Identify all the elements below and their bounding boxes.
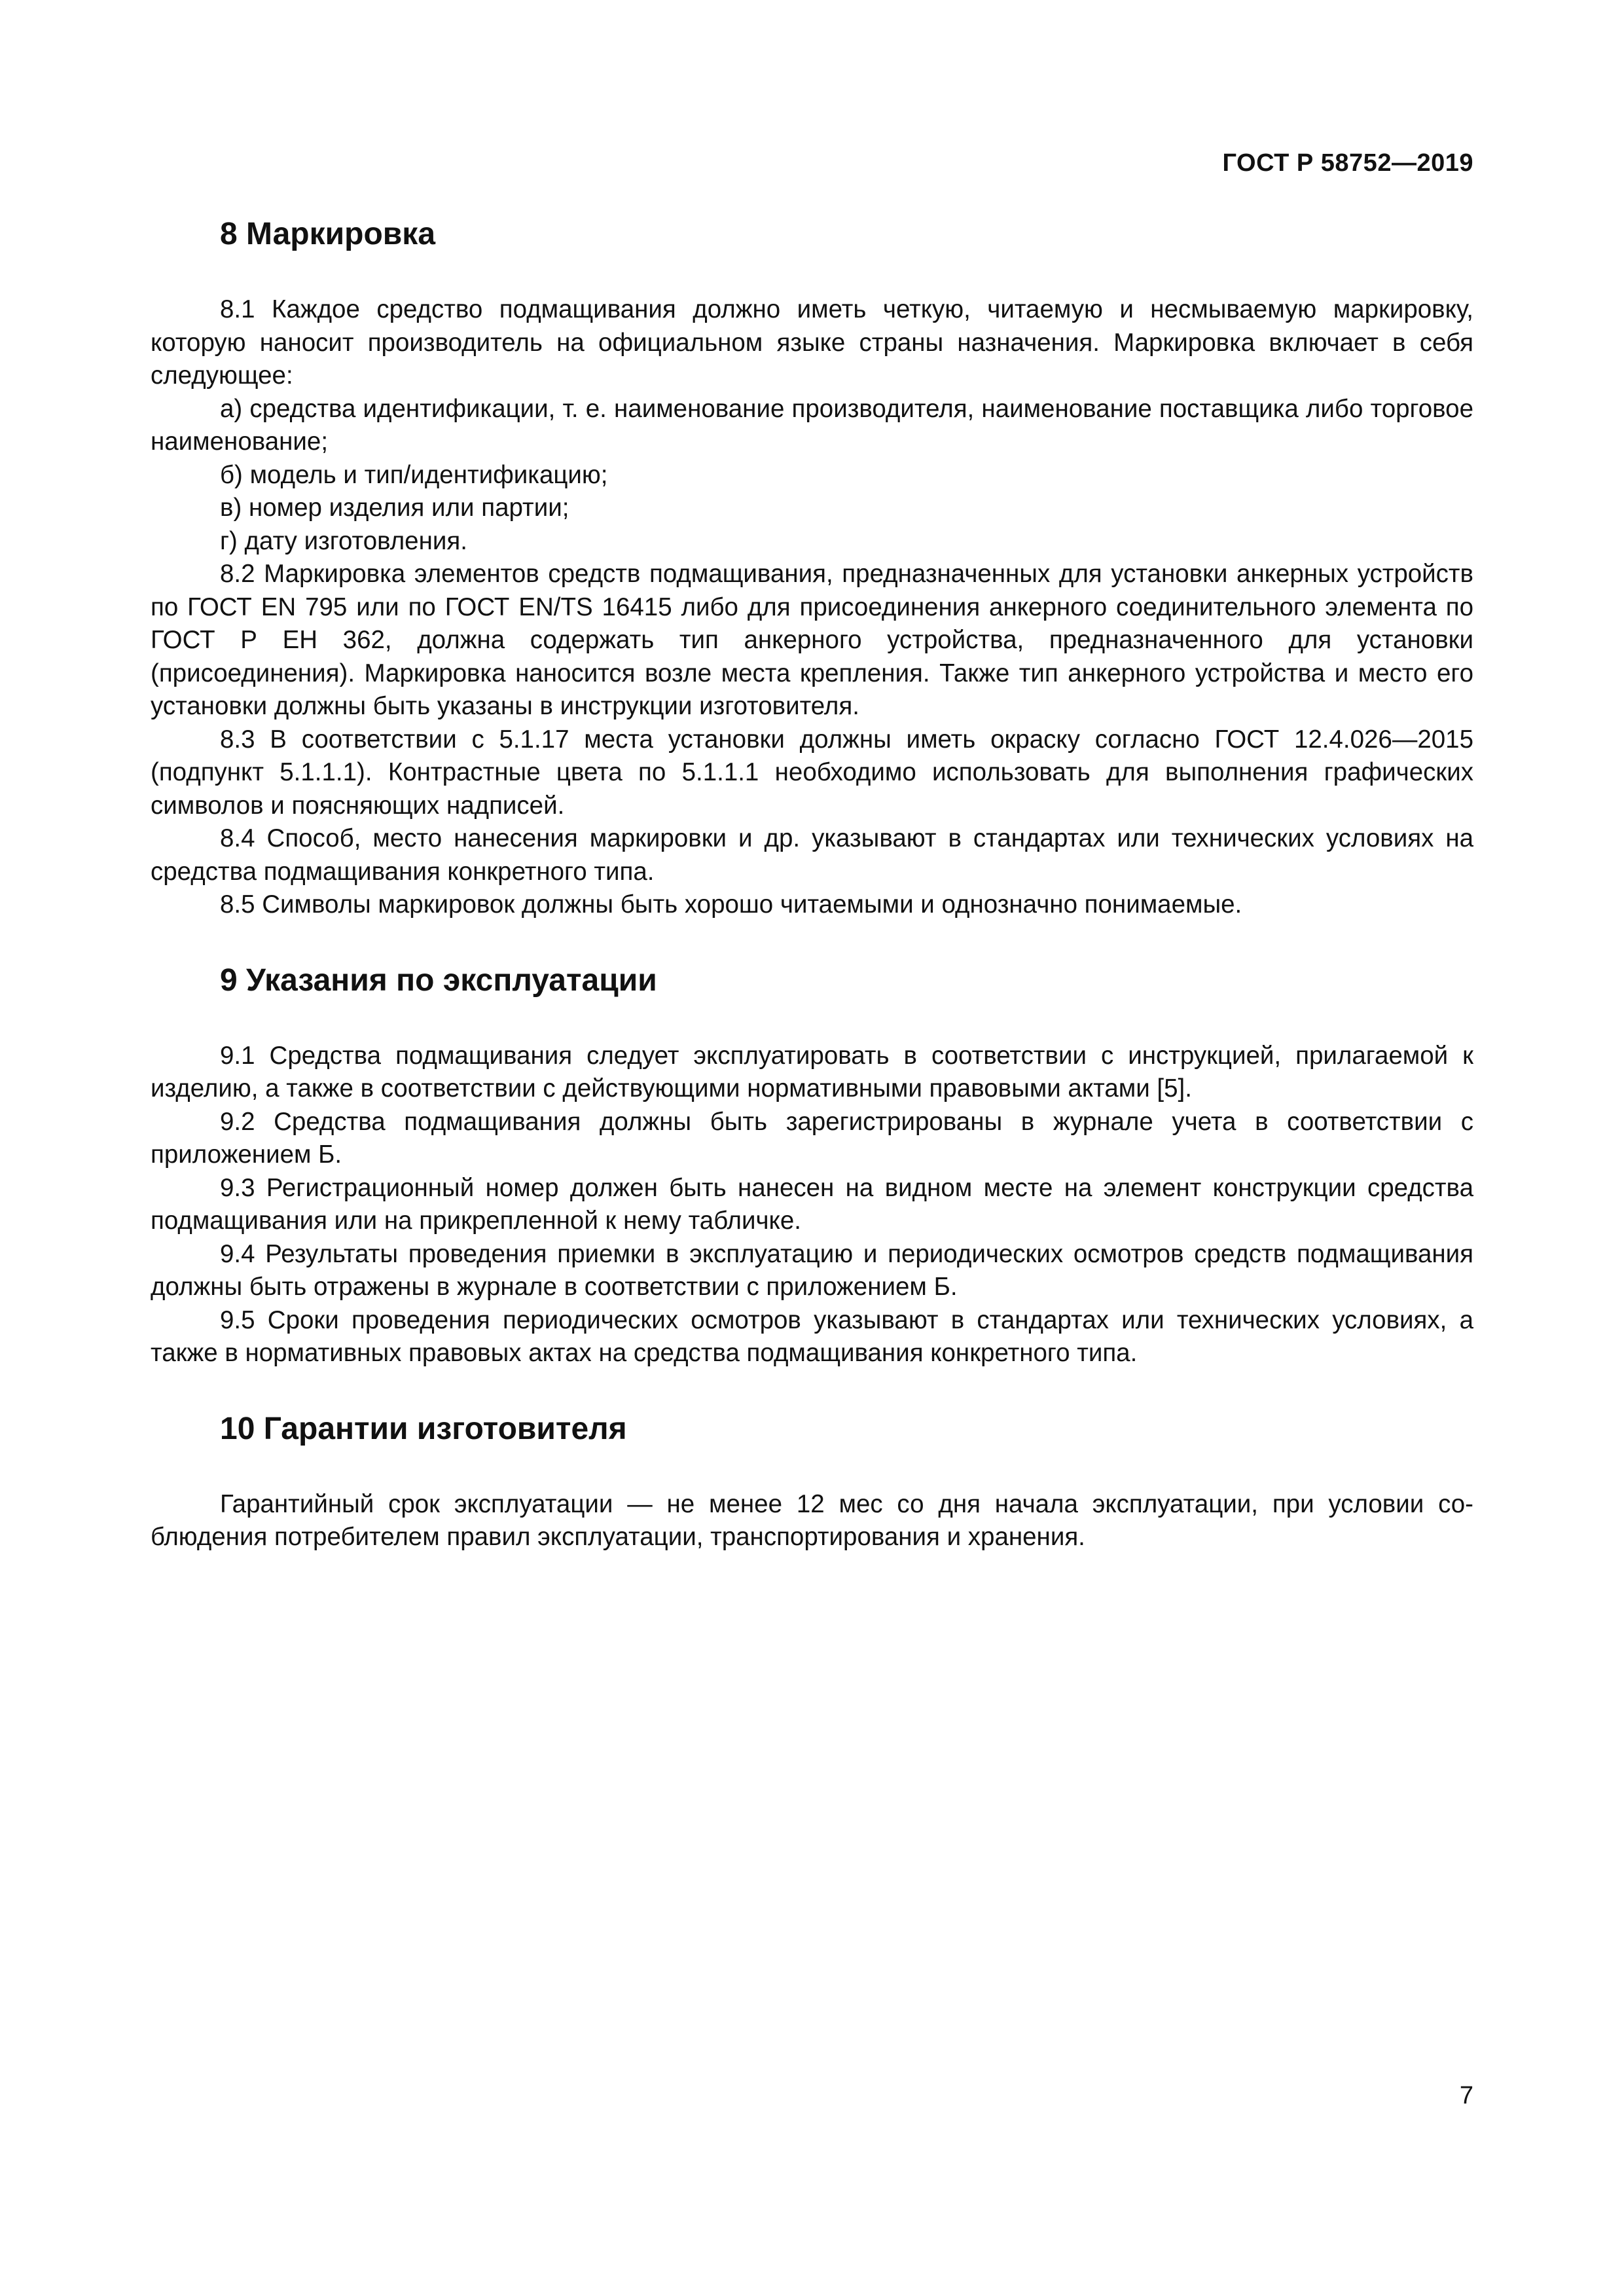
paragraph: 8.3 В соответствии с 5.1.17 места установки должны иметь окраску согласно ГОСТ 12.4.026—2015 (подпункт 5.1.1.1). Контрастные цвета по 5.1.1.1 необходимо использовать для выполнения графических символов и поясняющих надписей.: [151, 725, 1473, 820]
paragraph: 9.1 Средства подмащивания следует эксплуатировать в соответствии с инструкцией, прилагаемой к изделию, а также в соответствии с действующими нормативными правовыми актами [5].: [151, 1041, 1473, 1102]
paragraph: 9.4 Результаты проведения приемки в эксплуатацию и периодических осмотров средств подмащивания должны быть отражены в журнале в соответствии с приложением Б.: [151, 1239, 1473, 1301]
paragraph: 9.3 Регистрационный номер должен быть нанесен на видном месте на элемент конструкции средства подмащивания или на прикрепленной к нему табличке.: [151, 1173, 1473, 1235]
section-warranty: [151, 1411, 1473, 1554]
paragraph: 8.4 Способ, место нанесения маркировки и др. указывают в стандартах или технических условиях на средства подмащивания конкретного типа.: [151, 824, 1473, 886]
page-number: 7: [1459, 2082, 1473, 2109]
paragraph: 8.1 Каждое средство подмащивания должно иметь четкую, читаемую и несмываемую маркировку, которую наносит производитель на официальном языке страны назначения. Маркировка включает в себя следующее:: [151, 295, 1473, 390]
paragraph: 9.5 Сроки проведения периодических осмотров указывают в стандартах или технических условиях, а также в нормативных правовых актах на средства подмащивания конкретного типа.: [151, 1305, 1473, 1367]
section-operation: [151, 962, 1473, 1370]
list-item: г) дату изготовления.: [220, 526, 467, 555]
section-marking: [151, 216, 1473, 922]
list-item: б) модель и тип/идентификацию;: [220, 460, 608, 489]
section-title: 8 Маркировка: [220, 217, 436, 251]
paragraph: 8.5 Символы маркировок должны быть хорошо читаемыми и однозначно понимаемые.: [220, 890, 1242, 919]
paragraph: 9.2 Средства подмащивания должны быть зарегистрированы в журнале учета в соответствии с приложением Б.: [151, 1107, 1473, 1169]
document-code: ГОСТ Р 58752—2019: [1222, 149, 1473, 177]
list-item: а) средства идентификации, т. е. наименование производителя, наименование поставщика либо торговое наименование;: [151, 394, 1473, 456]
document-body: [151, 216, 1473, 1554]
section-title: 10 Гарантии изготовителя: [220, 1411, 627, 1446]
section-title: 9 Указания по эксплуатации: [220, 962, 657, 998]
paragraph: Гарантийный срок эксплуатации — не менее 12 мес со дня начала эксплуатации, при условии соблюдения потребителем правил эксплуатации, транспортирования и хранения.: [151, 1489, 1473, 1551]
list-item: в) номер изделия или партии;: [220, 494, 569, 522]
paragraph: 8.2 Маркировка элементов средств подмащивания, предназначенных для установки анкерных устройств по ГОСТ EN 795 или по ГОСТ EN/TS 16415 либо для присоединения анкерного соединительного элемента по ГОСТ Р ЕН 362, должна содержать тип анкерного устройства, предназначенного для установки (присоединения). Маркировка наносится возле места крепления. Также тип анкерного устройства и место его установки должны быть указаны в инструкции изготовителя.: [151, 560, 1473, 720]
